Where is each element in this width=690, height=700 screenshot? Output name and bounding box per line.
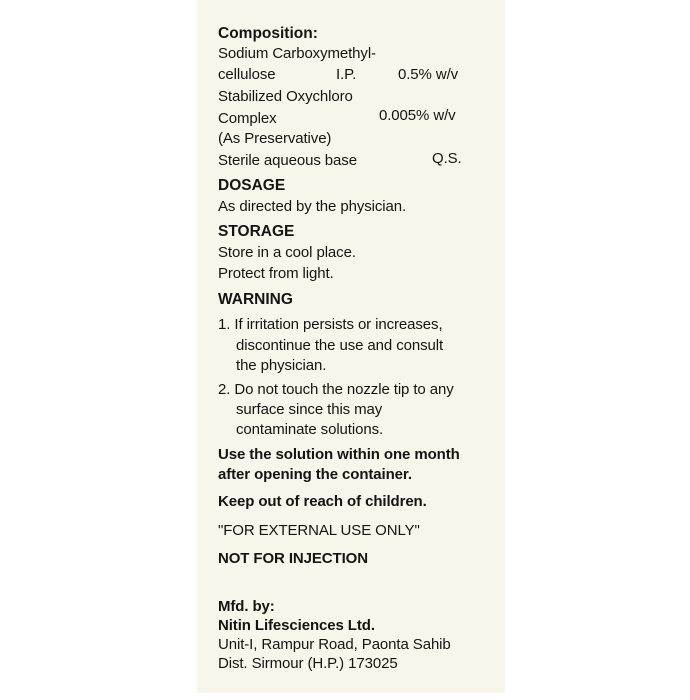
sodium-cmc-line2: cellulose (218, 66, 276, 83)
manufacturer-address1: Unit-I, Rampur Road, Paonta Sahib (218, 636, 451, 653)
not-for-injection: NOT FOR INJECTION (218, 550, 368, 567)
dosage-text: As directed by the physician. (218, 198, 407, 215)
storage-line1: Store in a cool place. (218, 244, 356, 261)
children-warning: Keep out of reach of children. (218, 493, 427, 510)
oxychloro-amount: 0.005% w/v (379, 107, 456, 124)
oxychloro-line2: Complex (218, 110, 277, 127)
storage-line2: Protect from light. (218, 265, 334, 282)
composition-heading: Composition: (218, 25, 318, 42)
use-within-line1: Use the solution within one month (218, 446, 460, 463)
preservative-note: (As Preservative) (218, 130, 332, 147)
warning-item1-line1: 1. If irritation persists or increases, (218, 316, 443, 333)
warning-item1-line2: discontinue the use and consult (236, 337, 444, 354)
external-use-notice: "FOR EXTERNAL USE ONLY" (218, 522, 420, 539)
sodium-cmc-amount: 0.5% w/v (398, 66, 459, 83)
warning-item1-line3: the physician. (236, 357, 327, 374)
aqueous-base-amount: Q.S. (432, 150, 462, 167)
aqueous-base: Sterile aqueous base (218, 152, 357, 169)
manufacturer-name: Nitin Lifesciences Ltd. (218, 617, 375, 634)
oxychloro-line1: Stabilized Oxychloro (218, 88, 353, 105)
warning-item2-line2: surface since this may (236, 401, 383, 418)
manufacturer-address2: Dist. Sirmour (H.P.) 173025 (218, 655, 398, 672)
storage-heading: STORAGE (218, 223, 295, 240)
sodium-cmc-line1: Sodium Carboxymethyl- (218, 45, 376, 62)
dosage-heading: DOSAGE (218, 177, 286, 194)
sodium-cmc-grade: I.P. (336, 66, 357, 83)
warning-item2-line3: contaminate solutions. (236, 421, 384, 438)
warning-heading: WARNING (218, 291, 293, 308)
manufacturer-label: Mfd. by: (218, 598, 275, 615)
use-within-line2: after opening the container. (218, 466, 412, 483)
warning-item2-line1: 2. Do not touch the nozzle tip to any (218, 381, 454, 398)
